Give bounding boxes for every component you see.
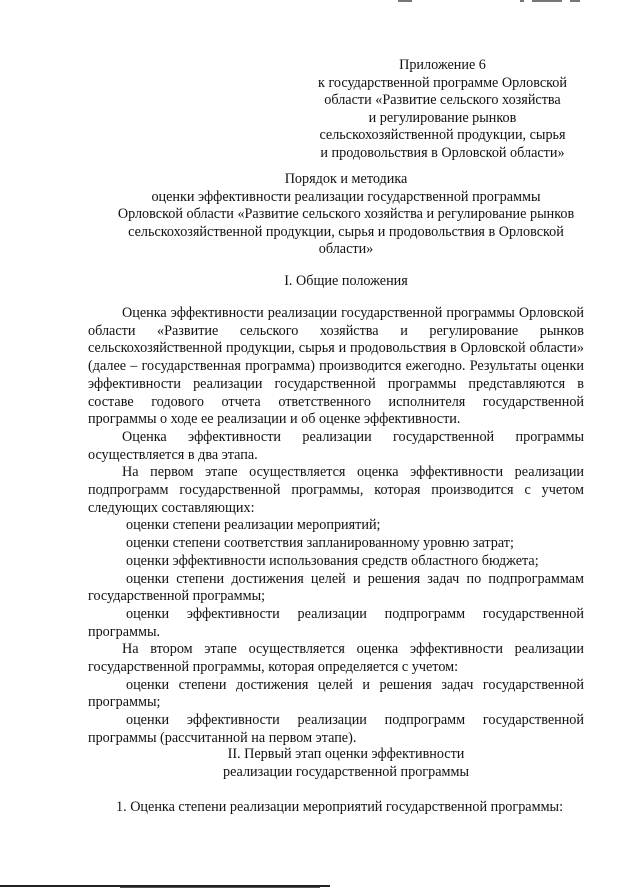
appendix-line: к государственной программе Орловской <box>318 74 567 91</box>
list-item: оценки эффективности реализации подпрограмм государственной программы (рассчитанной на первом этапе). <box>88 712 584 746</box>
document-title <box>96 171 596 259</box>
appendix-line: Приложение 6 <box>399 57 486 73</box>
paragraph: Оценка эффективности реализации государственной программы Орловской области «Развитие сельского хозяйства и регулирование рынков сельскохозяйственной продукции, сырья и продовольствия в Орловской области» (далее – государственная программа) производится ежегодно. Результаты оценки эффективности реализации государственной программы представляются в составе годового отчета ответственного исполнителя государственной программы о ходе ее реализации и об оценке эффективности. <box>88 305 584 428</box>
list-item: оценки эффективности реализации подпрограмм государственной программы. <box>88 605 584 640</box>
body-text <box>88 305 584 748</box>
appendix-line: и регулирование рынков <box>368 109 517 126</box>
appendix-line: области «Развитие сельского хозяйства <box>324 92 561 109</box>
paragraph: На первом этапе осуществляется оценка эффективности реализации подпрограмм государственной программы, которая производится с учетом следующих составляющих: <box>88 464 584 516</box>
appendix-line: и продовольствия в Орловской области» <box>320 144 565 161</box>
section-1-heading: I. Общие положения <box>284 273 408 289</box>
section-2-heading-line: II. Первый этап оценки эффективности <box>227 746 465 762</box>
title-line: области» <box>318 241 374 258</box>
list-item: оценки степени соответствия запланированному уровню затрат; <box>126 535 514 552</box>
list-item: оценки степени достижения целей и решения задач по подпрограммам государственной программы; <box>88 570 584 605</box>
scan-artifact-bottom-line <box>120 887 320 888</box>
title-line: сельскохозяйственной продукции, сырья и продовольствия в Орловской <box>128 223 564 240</box>
scan-artifact-top <box>380 0 600 4</box>
numbered-item-1: 1. Оценка степени реализации мероприятий государственной программы: <box>116 799 564 815</box>
paragraph: На втором этапе осуществляется оценка эффективности реализации государственной программы, которая определяется с учетом: <box>88 641 584 676</box>
appendix-header <box>300 57 585 163</box>
title-line: оценки эффективности реализации государственной программы <box>151 188 541 205</box>
list-item: оценки степени достижения целей и решения задач государственной программы; <box>88 676 584 711</box>
appendix-line: сельскохозяйственной продукции, сырья <box>319 127 566 144</box>
list-item: оценки степени реализации мероприятий; <box>126 517 381 534</box>
title-line: Порядок и методика <box>284 171 408 187</box>
list-item: оценки эффективности использования средств областного бюджета; <box>126 552 539 569</box>
title-line: Орловской области «Развитие сельского хозяйства и регулирование рынков <box>117 206 575 223</box>
section-2-heading <box>96 746 596 781</box>
section-2-heading-line: реализации государственной программы <box>222 763 470 780</box>
paragraph: Оценка эффективности реализации государственной программы осуществляется в два этапа. <box>88 428 584 463</box>
